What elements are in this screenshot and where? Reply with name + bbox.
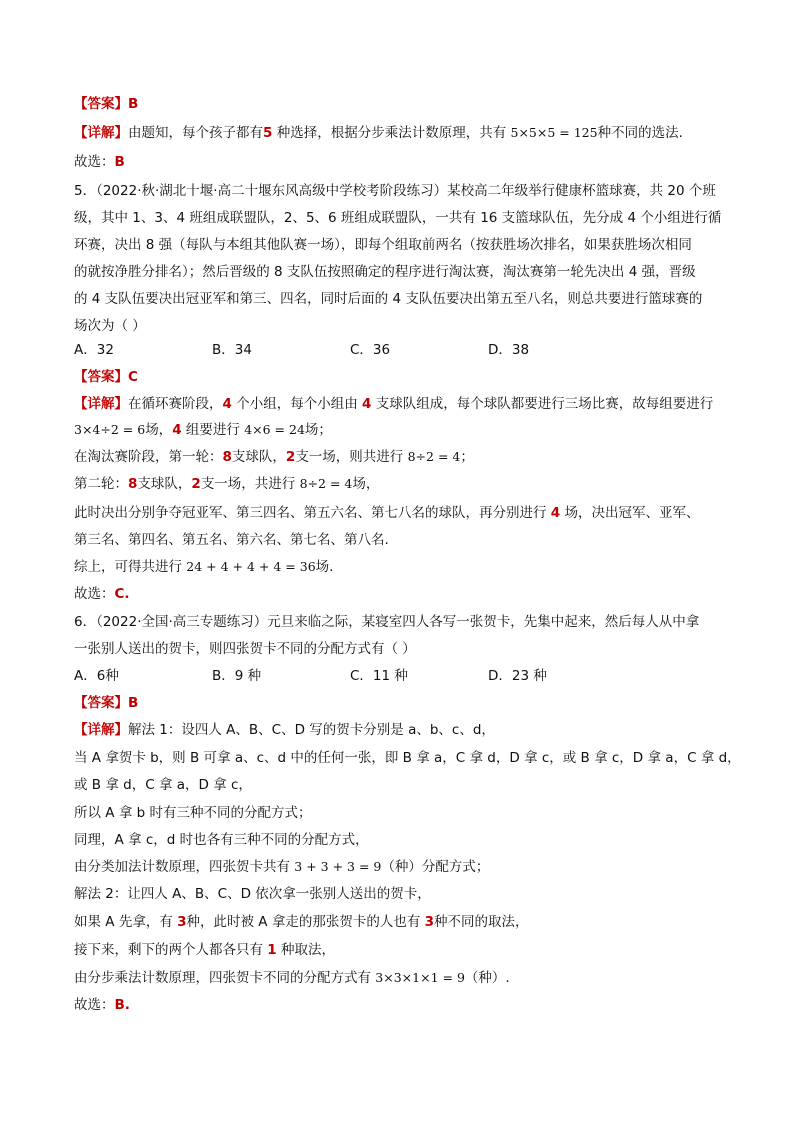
explanation-line: 同理，A 拿 c，d 时也各有三种不同的分配方式，	[74, 832, 369, 848]
option-b: B．9 种	[212, 668, 262, 684]
explanation-line: 由分步乘法计数原理，四张贺卡不同的分配方式有 3×3×1×1 = 9（种）.	[74, 970, 510, 986]
math-expression: 5×5×5 = 125	[510, 125, 598, 140]
explanation-tag: 【详解】	[74, 125, 128, 141]
explanation-line: 在淘汰赛阶段，第一轮：8支球队，2支一场，则共进行 8÷2 = 4；	[74, 449, 474, 465]
conclusion-line: 故选：C.	[74, 586, 130, 602]
explanation-line: 第二轮：8支球队，2支一场，共进行 8÷2 = 4场，	[74, 476, 380, 492]
question-line: 的就按净胜分排名）；然后晋级的 8 支队伍按照确定的程序进行淘汰赛，淘汰赛第一轮先决出 4 强，晋级	[74, 264, 696, 280]
option-d: D．38	[488, 342, 530, 358]
answer-line	[74, 693, 138, 713]
option-b: B．34	[212, 342, 252, 358]
option-a: A．32	[74, 342, 114, 358]
explanation-line: 【详解】由题知，每个孩子都有5 种选择，根据分步乘法计数原理，共有 5×5×5 = 125种不同的选法.	[74, 125, 683, 141]
question-line: 级，其中 1、3、4 班组成联盟队，2、5、6 班组成联盟队，一共有 16 支篮球队伍，先分成 4 个小组进行循	[74, 210, 722, 226]
answer-tag: 【答案】	[74, 96, 128, 112]
option-c: C．11 种	[350, 668, 408, 684]
option-d: D．23 种	[488, 668, 547, 684]
conclusion-line: 故选：B	[74, 154, 125, 170]
explanation-line: 综上，可得共进行 24 + 4 + 4 + 4 = 36场.	[74, 559, 334, 575]
answer-value: B	[128, 96, 139, 112]
answer-value: C	[128, 369, 138, 385]
question-line: 场次为（ ）	[74, 318, 146, 334]
answer-line	[74, 367, 138, 387]
explanation-line: 由分类加法计数原理，四张贺卡共有 3 + 3 + 3 = 9（种）分配方式；	[74, 859, 490, 875]
explanation-line: 第三名、第四名、第五名、第六名、第七名、第八名.	[74, 532, 389, 548]
explanation-line: 如果 A 先拿，有 3种，此时被 A 拿走的那张贺卡的人也有 3种不同的取法，	[74, 914, 529, 930]
option-a: A．6种	[74, 668, 119, 684]
explanation-tag: 【详解】	[74, 722, 128, 738]
explanation-line: 或 B 拿 d，C 拿 a，D 拿 c，	[74, 777, 252, 793]
answer-line	[74, 94, 138, 114]
question-line: 6．（2022·全国·高三专题练习）元旦来临之际，某寝室四人各写一张贺卡，先集中起来，然后每人从中拿	[74, 614, 700, 630]
explanation-line: 此时决出分别争夺冠亚军、第三四名、第五六名、第七八名的球队，再分别进行 4 场，决出冠军、亚军、	[74, 505, 700, 521]
answer-tag: 【答案】	[74, 695, 128, 711]
answer-value: B	[128, 695, 139, 711]
question-line: 5．（2022·秋·湖北十堰·高二十堰东风高级中学校考阶段练习）某校高二年级举行健康杯篮球赛，共 20 个班	[74, 183, 716, 199]
conclusion-line: 故选：B.	[74, 997, 130, 1013]
option-c: C．36	[350, 342, 391, 358]
explanation-line: 解法 2：让四人 A、B、C、D 依次拿一张别人送出的贺卡，	[74, 886, 431, 902]
question-line: 的 4 支队伍要决出冠亚军和第三、四名，同时后面的 4 支队伍要决出第五至八名，则总共要进行篮球赛的	[74, 291, 703, 307]
explanation-line: 【详解】在循环赛阶段，4 个小组，每个小组由 4 支球队组成，每个球队都要进行三场比赛，故每组要进行	[74, 396, 714, 412]
answer-tag: 【答案】	[74, 369, 128, 385]
explanation-tag: 【详解】	[74, 396, 128, 412]
explanation-line: 3×4÷2 = 6场，4 组要进行 4×6 = 24场；	[74, 422, 332, 438]
explanation-line: 接下来，剩下的两个人都各只有 1 种取法，	[74, 942, 335, 958]
question-line: 环赛，决出 8 强（每队与本组其他队赛一场），即每个组取前两名（按获胜场次排名，如果获胜场次相同	[74, 237, 692, 253]
explanation-line: 【详解】解法 1：设四人 A、B、C、D 写的贺卡分别是 a、b、c、d，	[74, 722, 495, 738]
explanation-line: 当 A 拿贺卡 b，则 B 可拿 a、c、d 中的任何一张，即 B 拿 a，C 拿 d，D 拿 c，或 B 拿 c，D 拿 a，C 拿 d，	[74, 750, 741, 766]
question-line: 一张别人送出的贺卡，则四张贺卡不同的分配方式有（ ）	[74, 641, 416, 657]
explanation-line: 所以 A 拿 b 时有三种不同的分配方式；	[74, 805, 312, 821]
